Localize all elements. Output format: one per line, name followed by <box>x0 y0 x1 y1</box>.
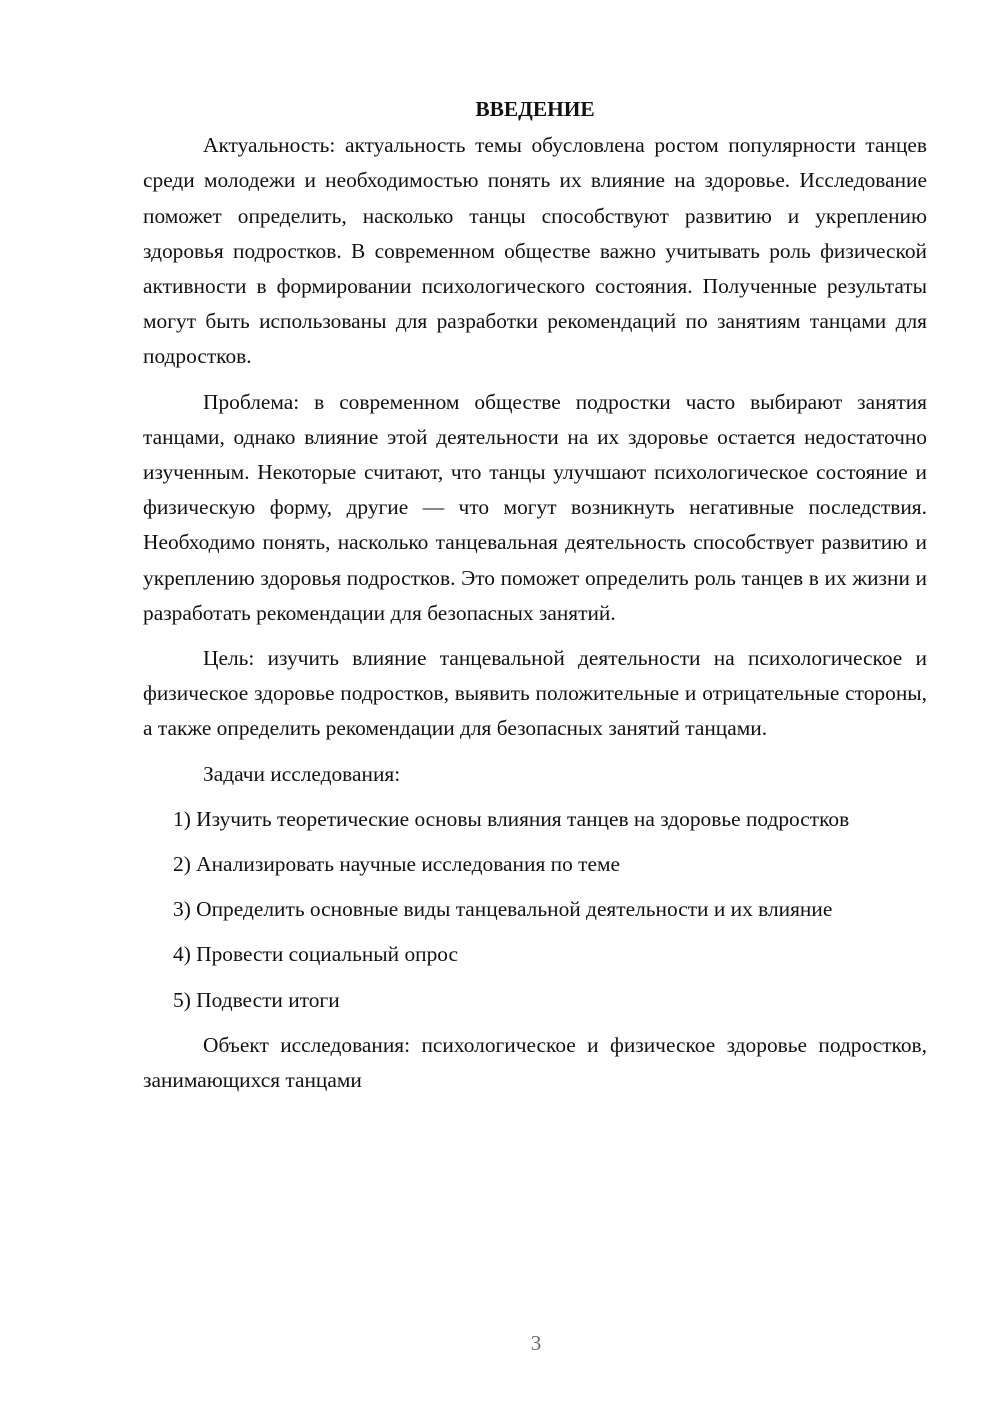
page-title: ВВЕДЕНИЕ <box>475 97 595 121</box>
page-content <box>143 92 927 1098</box>
task-item: 2) Анализировать научные исследования по теме <box>173 852 620 877</box>
task-item: 1) Изучить теоретические основы влияния танцев на здоровье подростков <box>173 806 850 831</box>
page-number: 3 <box>530 1331 542 1355</box>
task-item: 4) Провести социальный опрос <box>173 942 459 967</box>
task-item: 3) Определить основные виды танцевальной деятельности и их влияние <box>173 897 833 922</box>
object-paragraph: Объект исследования: психологическое и физическое здоровье подростков, занимающихся танцами <box>143 1032 927 1093</box>
tasks-heading: Задачи исследования: <box>203 761 401 786</box>
goal-paragraph: Цель: изучить влияние танцевальной деятельности на психологическое и физическое здоровье подростков, выявить положительные и отрицательные стороны, а также определить рекомендации для безопасных занятий танцами. <box>143 646 927 741</box>
task-item: 5) Подвести итоги <box>173 987 340 1012</box>
problem-paragraph: Проблема: в современном обществе подростки часто выбирают занятия танцами, однако влияние этой деятельности на их здоровье остается недостаточно изученным. Некоторые считают, что танцы улучшают психологическое состояние и физическую форму, другие — что могут возникнуть негативные последствия. Необходимо понять, насколько танцевальная деятельность способствует развитию и укреплению здоровья подростков. Это поможет определить роль танцев в их жизни и разработать рекомендации для безопасных занятий. <box>143 389 927 625</box>
relevance-paragraph: Актуальность: актуальность темы обусловлена ростом популярности танцев среди молодежи и необходимостью понять их влияние на здоровье. Исследование поможет определить, насколько танцы способствуют развитию и укреплению здоровья подростков. В современном обществе важно учитывать роль физической активности в формировании психологического состояния. Полученные результаты могут быть использованы для разработки рекомендаций по занятиям танцами для подростков. <box>143 133 927 369</box>
tasks-list <box>143 802 927 1018</box>
